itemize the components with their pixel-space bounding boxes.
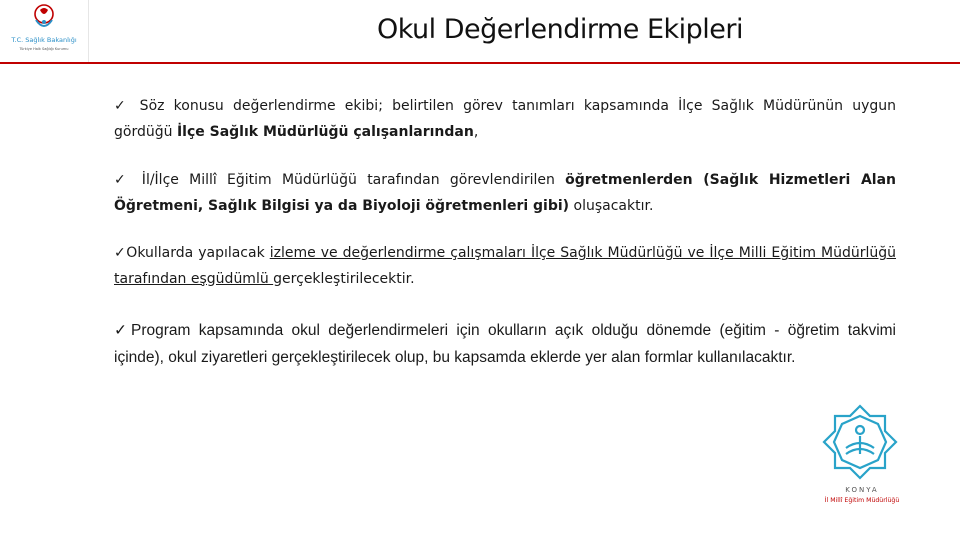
check-icon: ✓ <box>114 322 132 339</box>
paragraph-2-bold: öğretmenlerden (Sağlık Hizmetleri Alan Öğretmeni, Sağlık Bilgisi ya da Biyoloji öğretmenleri gibi) <box>114 172 896 214</box>
paragraph-1-text-b: , <box>473 123 479 140</box>
check-icon: ✓ <box>114 172 132 188</box>
check-icon: ✓ <box>114 245 127 261</box>
konya-logo-line1: KONYA <box>845 486 879 494</box>
ministry-logo <box>0 0 89 62</box>
paragraph-3-text-b: gerçekleştirilecektir. <box>273 270 415 287</box>
paragraph-3-text-a: Okullarda yapılacak <box>126 245 270 261</box>
paragraph-2 <box>114 168 896 219</box>
paragraph-1-text-a: Söz konusu değerlendirme ekibi; belirtilen görev tanımları kapsamında İlçe Sağlık Müdürünün uygun gördüğü <box>114 98 897 140</box>
paragraph-4-text: Program kapsamında okul değerlendirmeleri için okulların açık olduğu dönemde (eğitim - öğretim takvimi içinde), okul ziyaretleri gerçekleştirilecek olup, bu kapsamda eklerde yer alan formlar kullanılacaktır. <box>114 322 896 366</box>
paragraph-4 <box>114 318 896 371</box>
logo-text-main: T.C. Sağlık Bakanlığı <box>11 36 77 44</box>
page-title: Okul Değerlendirme Ekipleri <box>376 14 744 45</box>
paragraph-2-text-a: İl/İlçe Millî Eğitim Müdürlüğü tarafından görevlendirilen <box>131 172 566 188</box>
paragraph-1 <box>114 94 896 145</box>
paragraph-1-bold: İlçe Sağlık Müdürlüğü çalışanlarından <box>176 123 474 140</box>
check-icon: ✓ <box>114 98 131 114</box>
konya-logo-line2: İl Millî Eğitim Müdürlüğü <box>824 497 900 504</box>
header-divider <box>0 62 960 64</box>
logo-text-sub: Türkiye Halk Sağlığı Kurumu <box>19 47 69 51</box>
paragraph-2-text-b: oluşacaktır. <box>569 197 654 214</box>
paragraph-3-underlined: izleme ve değerlendirme çalışmaları İlçe Sağlık Müdürlüğü ve İlçe Milli Eğitim Müdürlüğü tarafından eşgüdümlü <box>114 245 897 287</box>
konya-meb-logo <box>800 400 925 515</box>
paragraph-3 <box>114 241 896 292</box>
